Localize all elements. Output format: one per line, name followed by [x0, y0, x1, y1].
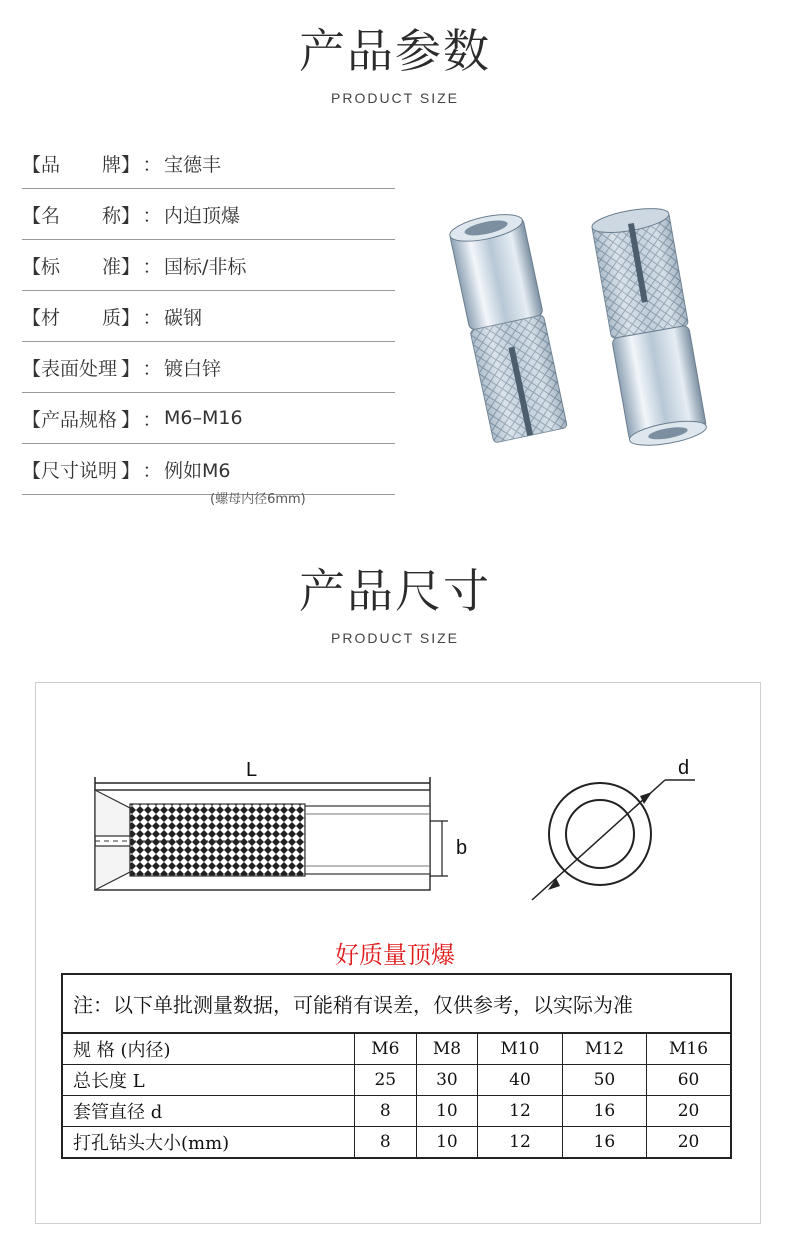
table-cell: 60: [647, 1065, 730, 1096]
table-cell: M16: [647, 1034, 730, 1065]
row-header: 总长度 L: [63, 1065, 355, 1096]
param-row-spec: [22, 393, 395, 444]
table-cell: M8: [416, 1034, 478, 1065]
table-cell: M10: [478, 1034, 562, 1065]
row-header: 规 格 (内径): [63, 1034, 355, 1065]
param-row-standard: [22, 240, 395, 291]
params-list: [22, 138, 395, 495]
param-label: 【 品 牌 】: [22, 153, 140, 176]
table-cell: 40: [478, 1065, 562, 1096]
param-row-surface: [22, 342, 395, 393]
table-cell: 10: [416, 1096, 478, 1127]
section-subtitle-params: PRODUCT SIZE: [331, 90, 459, 106]
dim-label-l: L: [246, 759, 258, 781]
table-cell: 20: [647, 1127, 730, 1158]
table-cell: 8: [355, 1096, 417, 1127]
param-value: 国标/非标: [164, 255, 247, 278]
param-label: 【 材 质 】: [22, 306, 140, 329]
row-header: 套管直径 d: [63, 1096, 355, 1127]
table-cell: M12: [562, 1034, 646, 1065]
table-cell: 16: [562, 1096, 646, 1127]
param-value: 宝德丰: [164, 153, 222, 176]
spec-grid: [63, 1034, 730, 1157]
table-row: [63, 1096, 730, 1127]
table-cell: 50: [562, 1065, 646, 1096]
anchor-left: [448, 209, 568, 443]
param-value: 碳钢: [164, 306, 203, 329]
param-colon: ：: [142, 204, 162, 227]
param-row-name: [22, 189, 395, 240]
quality-title: 好质量顶爆: [335, 941, 455, 969]
param-colon: ：: [142, 255, 162, 278]
table-cell: M6: [355, 1034, 417, 1065]
param-value: 例如M6: [164, 459, 231, 482]
dimension-diagram: [80, 750, 720, 910]
anchor-right: [590, 204, 708, 450]
table-cell: 30: [416, 1065, 478, 1096]
table-row: [63, 1065, 730, 1096]
table-cell: 25: [355, 1065, 417, 1096]
param-value: M6–M16: [164, 407, 243, 429]
param-row-brand: [22, 138, 395, 189]
row-header: 打孔钻头大小(mm): [63, 1127, 355, 1158]
param-label: 【 表面处理 】: [22, 357, 140, 380]
table-cell: 12: [478, 1096, 562, 1127]
table-cell: 12: [478, 1127, 562, 1158]
param-colon: ：: [142, 357, 162, 380]
table-row: [63, 1127, 730, 1158]
table-row: [63, 1034, 730, 1065]
param-label: 【 产品规格 】: [22, 408, 140, 431]
section-title-size: 产品尺寸: [299, 564, 491, 618]
param-label: 【 标 准 】: [22, 255, 140, 278]
param-colon: ：: [142, 408, 162, 431]
spec-note: 注：以下单批测量数据，可能稍有误差，仅供参考，以实际为准: [63, 975, 730, 1034]
dim-label-b: b: [456, 837, 468, 859]
param-row-size: [22, 444, 395, 495]
table-cell: 16: [562, 1127, 646, 1158]
param-colon: ：: [142, 153, 162, 176]
param-value: 镀白锌: [164, 357, 222, 380]
param-colon: ：: [142, 306, 162, 329]
dim-label-d: d: [678, 757, 690, 779]
section-subtitle-size: PRODUCT SIZE: [331, 630, 459, 646]
section-title-params: 产品参数: [299, 24, 491, 78]
spec-table: [61, 973, 732, 1159]
param-value: 内迫顶爆: [164, 204, 241, 227]
param-label: 【 尺寸说明 】: [22, 459, 140, 482]
param-label: 【 名 称 】: [22, 204, 140, 227]
table-cell: 8: [355, 1127, 417, 1158]
param-colon: ：: [142, 459, 162, 482]
param-row-material: [22, 291, 395, 342]
size-note: (螺母内径6mm): [210, 492, 306, 507]
table-cell: 20: [647, 1096, 730, 1127]
product-photo: [440, 195, 740, 460]
table-cell: 10: [416, 1127, 478, 1158]
